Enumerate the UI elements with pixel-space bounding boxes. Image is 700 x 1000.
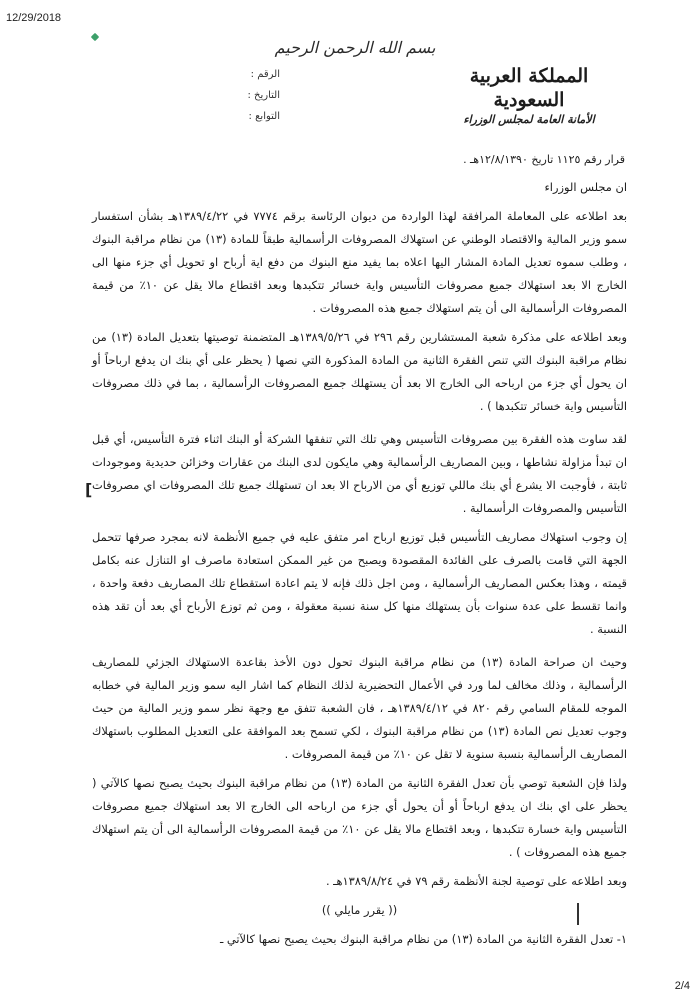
paragraph-4: إن وجوب استهلاك مصاريف التأسيس قبل توزيع ارباح امر متفق عليه في جميع الأنظمة لانه بمجرد صرفها تتحمل الجهة التي قامت بالصرف على الفائدة المقصودة ويصبح من غير الممكن استعادة ماصرف او التنازل عنه بكامل قيمته ، وهذا بعكس المصاريف الرأسمالية ، ومن اجل ذلك فإنه لا يتم اعادة استقطاع تلك المصاريف دفعة واحدة ، وانما تقسط على عدة سنوات بأن يستهلك منها كل سنة نسبة معقولة ، ومن ثم توزع الأرباح أي بعد أن تقد هذه النسبة . — [92, 530, 627, 636]
page-number: 2/4 — [674, 980, 690, 992]
number-field: الرقم : — [250, 69, 280, 80]
paragraph-5: وحيث ان صراحة المادة (١٣) من نظام مراقبة البنوك تحول دون الأخذ بقاعدة الاستهلاك الجزئي للمصاريف الرأسمالية ، وذلك مخالف لما ورد في الأعمال التحضيرية لذلك النظام كما اشار اليه سمو وزير المالية في خطابه الموجه للمقام السامي رقم ٨٢٠ في ١٣٨٩/٤/١٢هـ ، فان الشعبة تتفق مع وجهة نظر سمو وزير المالية من حيث وجوب تعديل نص المادة (١٣) من نظام مراقبة البنوك ، لكي تسمح بعد الموافقة على التعديل المطلوب باستهلاك المصاريف الرأسمالية بنسبة سنوية لا تقل عن ١٠٪ من قيمة المصروفات . — [92, 655, 628, 761]
decision-reference: قرار رقم ١١٢٥ تاريخ ١٢/٨/١٣٩٠هـ . — [463, 153, 625, 166]
paragraph-7: وبعد اطلاعه على توصية لجنة الأنظمة رقم ٧٩ في ١٣٨٩/٨/٢٤هـ . — [325, 874, 627, 888]
item-1: ١- تعدل الفقرة الثانية من المادة (١٣) من نظام مراقبة البنوك بحيث يصبح نصها كالآتي ـ — [219, 932, 627, 946]
kingdom-title: المملكة العربية السعودية — [469, 65, 589, 111]
letterhead — [454, 64, 604, 128]
council-subtitle: الأمانة العامة لمجلس الوزراء — [463, 113, 595, 126]
paragraph-6: ولذا فإن الشعبة توصي بأن تعدل الفقرة الثانية من المادة (١٣) من نظام مراقبة البنوك بحيث يصبح نصها كالآتي ( يحظر على اي بنك ان يدفع ارباحاً أو أن يحول أي جزء من ارباحه الى الخارج الا بعد استهلاك جميع مصروفات التأسيس واية خسارة تتكبدها ، وبعد اقتطاع مالا يقل عن ١٠٪ من قيمة المصروفات الرأسمالية الى أن يتم استهلاك جميع هذه المصروفات ) . — [92, 776, 627, 859]
print-date: 12/29/2018 — [6, 12, 62, 24]
document-body — [92, 176, 627, 957]
operative-heading: (( يقرر مايلي )) — [321, 903, 398, 917]
green-mark — [91, 33, 99, 41]
reference-fields — [180, 64, 280, 127]
opening-line: ان مجلس الوزراء — [544, 180, 627, 194]
attachments-field: التوابع : — [248, 111, 280, 122]
basmala: بسم الله الرحمن الرحيم — [274, 38, 436, 57]
paragraph-3: لقد ساوت هذه الفقرة بين مصروفات التأسيس وهي تلك التي تنفقها الشركة أو البنك اثناء فترة التأسيس، أي قبل ان تبدأ مزاولة نشاطها ، وبين المصاريف الرأسمالية وهي مايكون لدى البنك من عقارات وخزائن حديدية وموجودات ثابتة ، فأوجبت الا يشرع أي بنك ماللي توزيع أي من الارباح الا بعد ان تستهلك جميع تلك المصروفات اي مصروفات التأسيس والمصروفات الرأسمالية . — [92, 432, 627, 515]
margin-bracket-mark: [ — [85, 480, 93, 499]
paragraph-1: بعد اطلاعه على المعاملة المرافقة لهذا الواردة من ديوان الرئاسة برقم ٧٧٧٤ في ١٣٨٩/٤/٢٢هـ بشأن استفسار سمو وزير المالية والاقتصاد الوطني عن استهلاك المصروفات الرأسمالية طبقاً للمادة (١٣) من نظام مراقبة البنوك ، وطلب سموه تعديل المادة المشار اليها اعلاه بما يفيد منع البنوك من دفع اية أرباح او تحويل أي جزء منها الى الخارج الا بعد استهلاك جميع مصروفات التأسيس واية خسائر تتكبدها وبعد اقتطاع مالا يقل عن ١٠٪ من قيمة المصروفات الرأسمالية الى أن يتم استهلاك جميع هذه المصروفات . — [92, 209, 628, 315]
date-field: التاريخ : — [247, 90, 280, 101]
paragraph-2: وبعد اطلاعه على مذكرة شعبة المستشارين رقم ٢٩٦ في ١٣٨٩/٥/٢٦هـ المتضمنة توصيتها بتعديل المادة (١٣) من نظام مراقبة البنوك التي تنص الفقرة الثانية من المادة المذكورة التي نصها ( يحظر على أي بنك ان يدفع ارباحاً أو ان يحول أي جزء من ارباحه الى الخارج الا بعد أن يستهلك جميع المصروفات الرأسمالية ، بما في ذلك مصروفات التأسيس واية خسائر تتكبدها ) . — [92, 330, 627, 413]
margin-tick-mark — [577, 903, 579, 925]
